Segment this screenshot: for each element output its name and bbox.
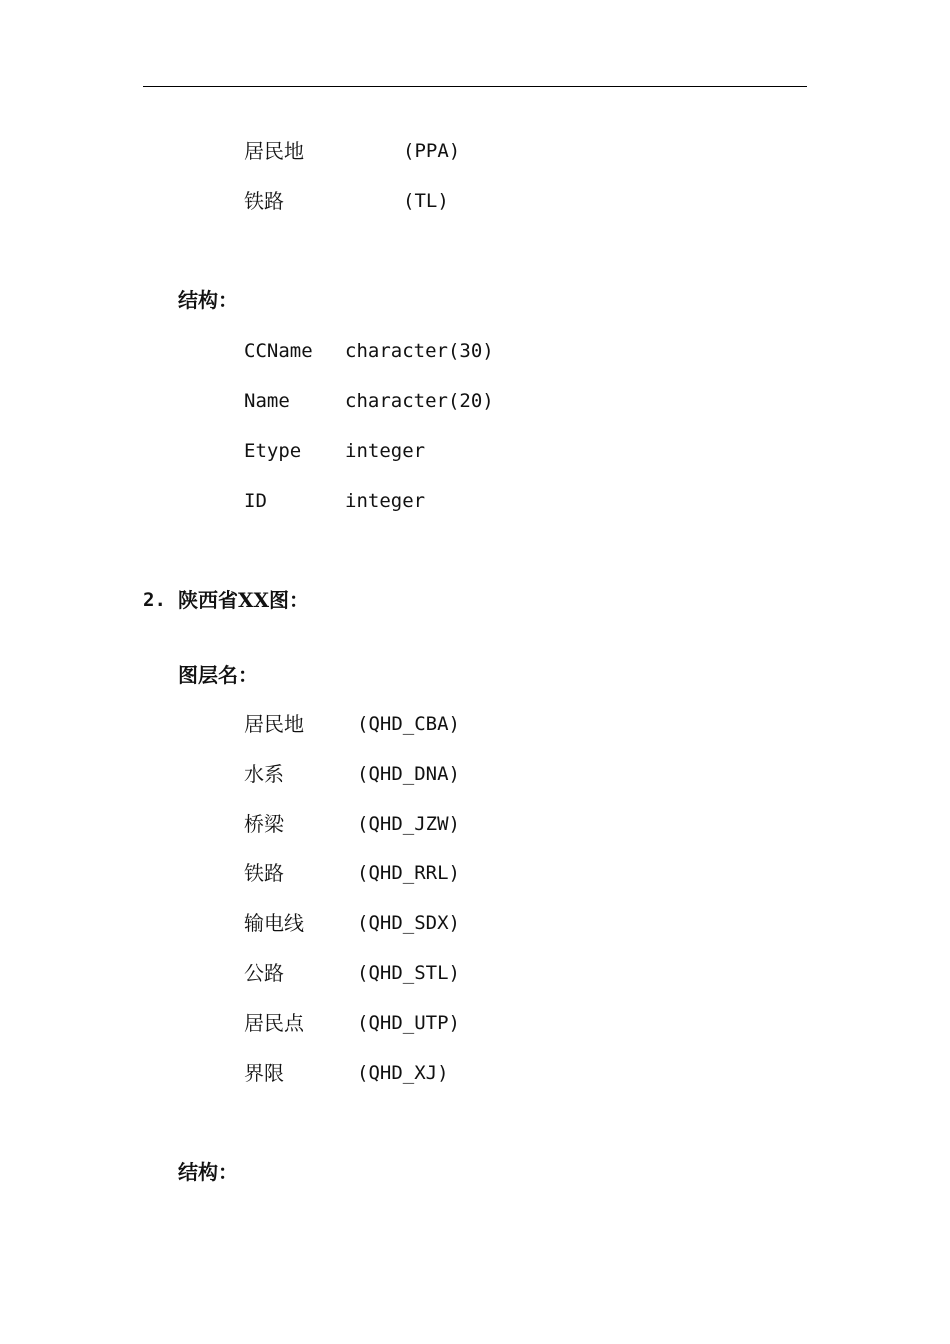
layer-code: (QHD_CBA) (357, 713, 460, 735)
top-layer-name: 居民地 (244, 139, 304, 163)
layer-name: 铁路 (244, 861, 284, 885)
layer-name: 界限 (244, 1061, 284, 1085)
layer-name: 桥梁 (244, 812, 284, 836)
layer-name: 居民点 (244, 1011, 304, 1035)
field-type: integer (345, 490, 426, 512)
layer-name: 水系 (244, 762, 284, 786)
layer-code: (QHD_DNA) (357, 763, 460, 785)
field-type: integer (345, 440, 426, 462)
layer-code: (QHD_SDX) (357, 912, 460, 934)
layer-code: (QHD_JZW) (357, 813, 460, 835)
layer-name: 居民地 (244, 712, 304, 736)
structure-heading: 结构： (178, 1160, 238, 1184)
layer-code: (QHD_UTP) (357, 1012, 460, 1034)
layer-heading: 图层名： (178, 663, 258, 687)
section-title: 陕西省XX图： (178, 588, 310, 612)
field-type: character(20) (345, 390, 494, 412)
layer-code: (QHD_XJ) (357, 1062, 449, 1084)
field-name: ID (244, 490, 267, 512)
layer-code: (QHD_RRL) (357, 862, 460, 884)
layer-name: 公路 (244, 961, 284, 985)
field-name: CCName (244, 340, 313, 362)
top-layer-code: (PPA) (403, 140, 461, 162)
top-layer-code: (TL) (403, 190, 449, 212)
section-number: 2. (143, 589, 166, 611)
header-rule (143, 86, 807, 87)
field-name: Name (244, 390, 290, 412)
top-layer-name: 铁路 (244, 189, 284, 213)
structure-heading: 结构： (178, 288, 238, 312)
field-type: character(30) (345, 340, 494, 362)
field-name: Etype (244, 440, 302, 462)
layer-name: 输电线 (244, 911, 304, 935)
layer-code: (QHD_STL) (357, 962, 460, 984)
